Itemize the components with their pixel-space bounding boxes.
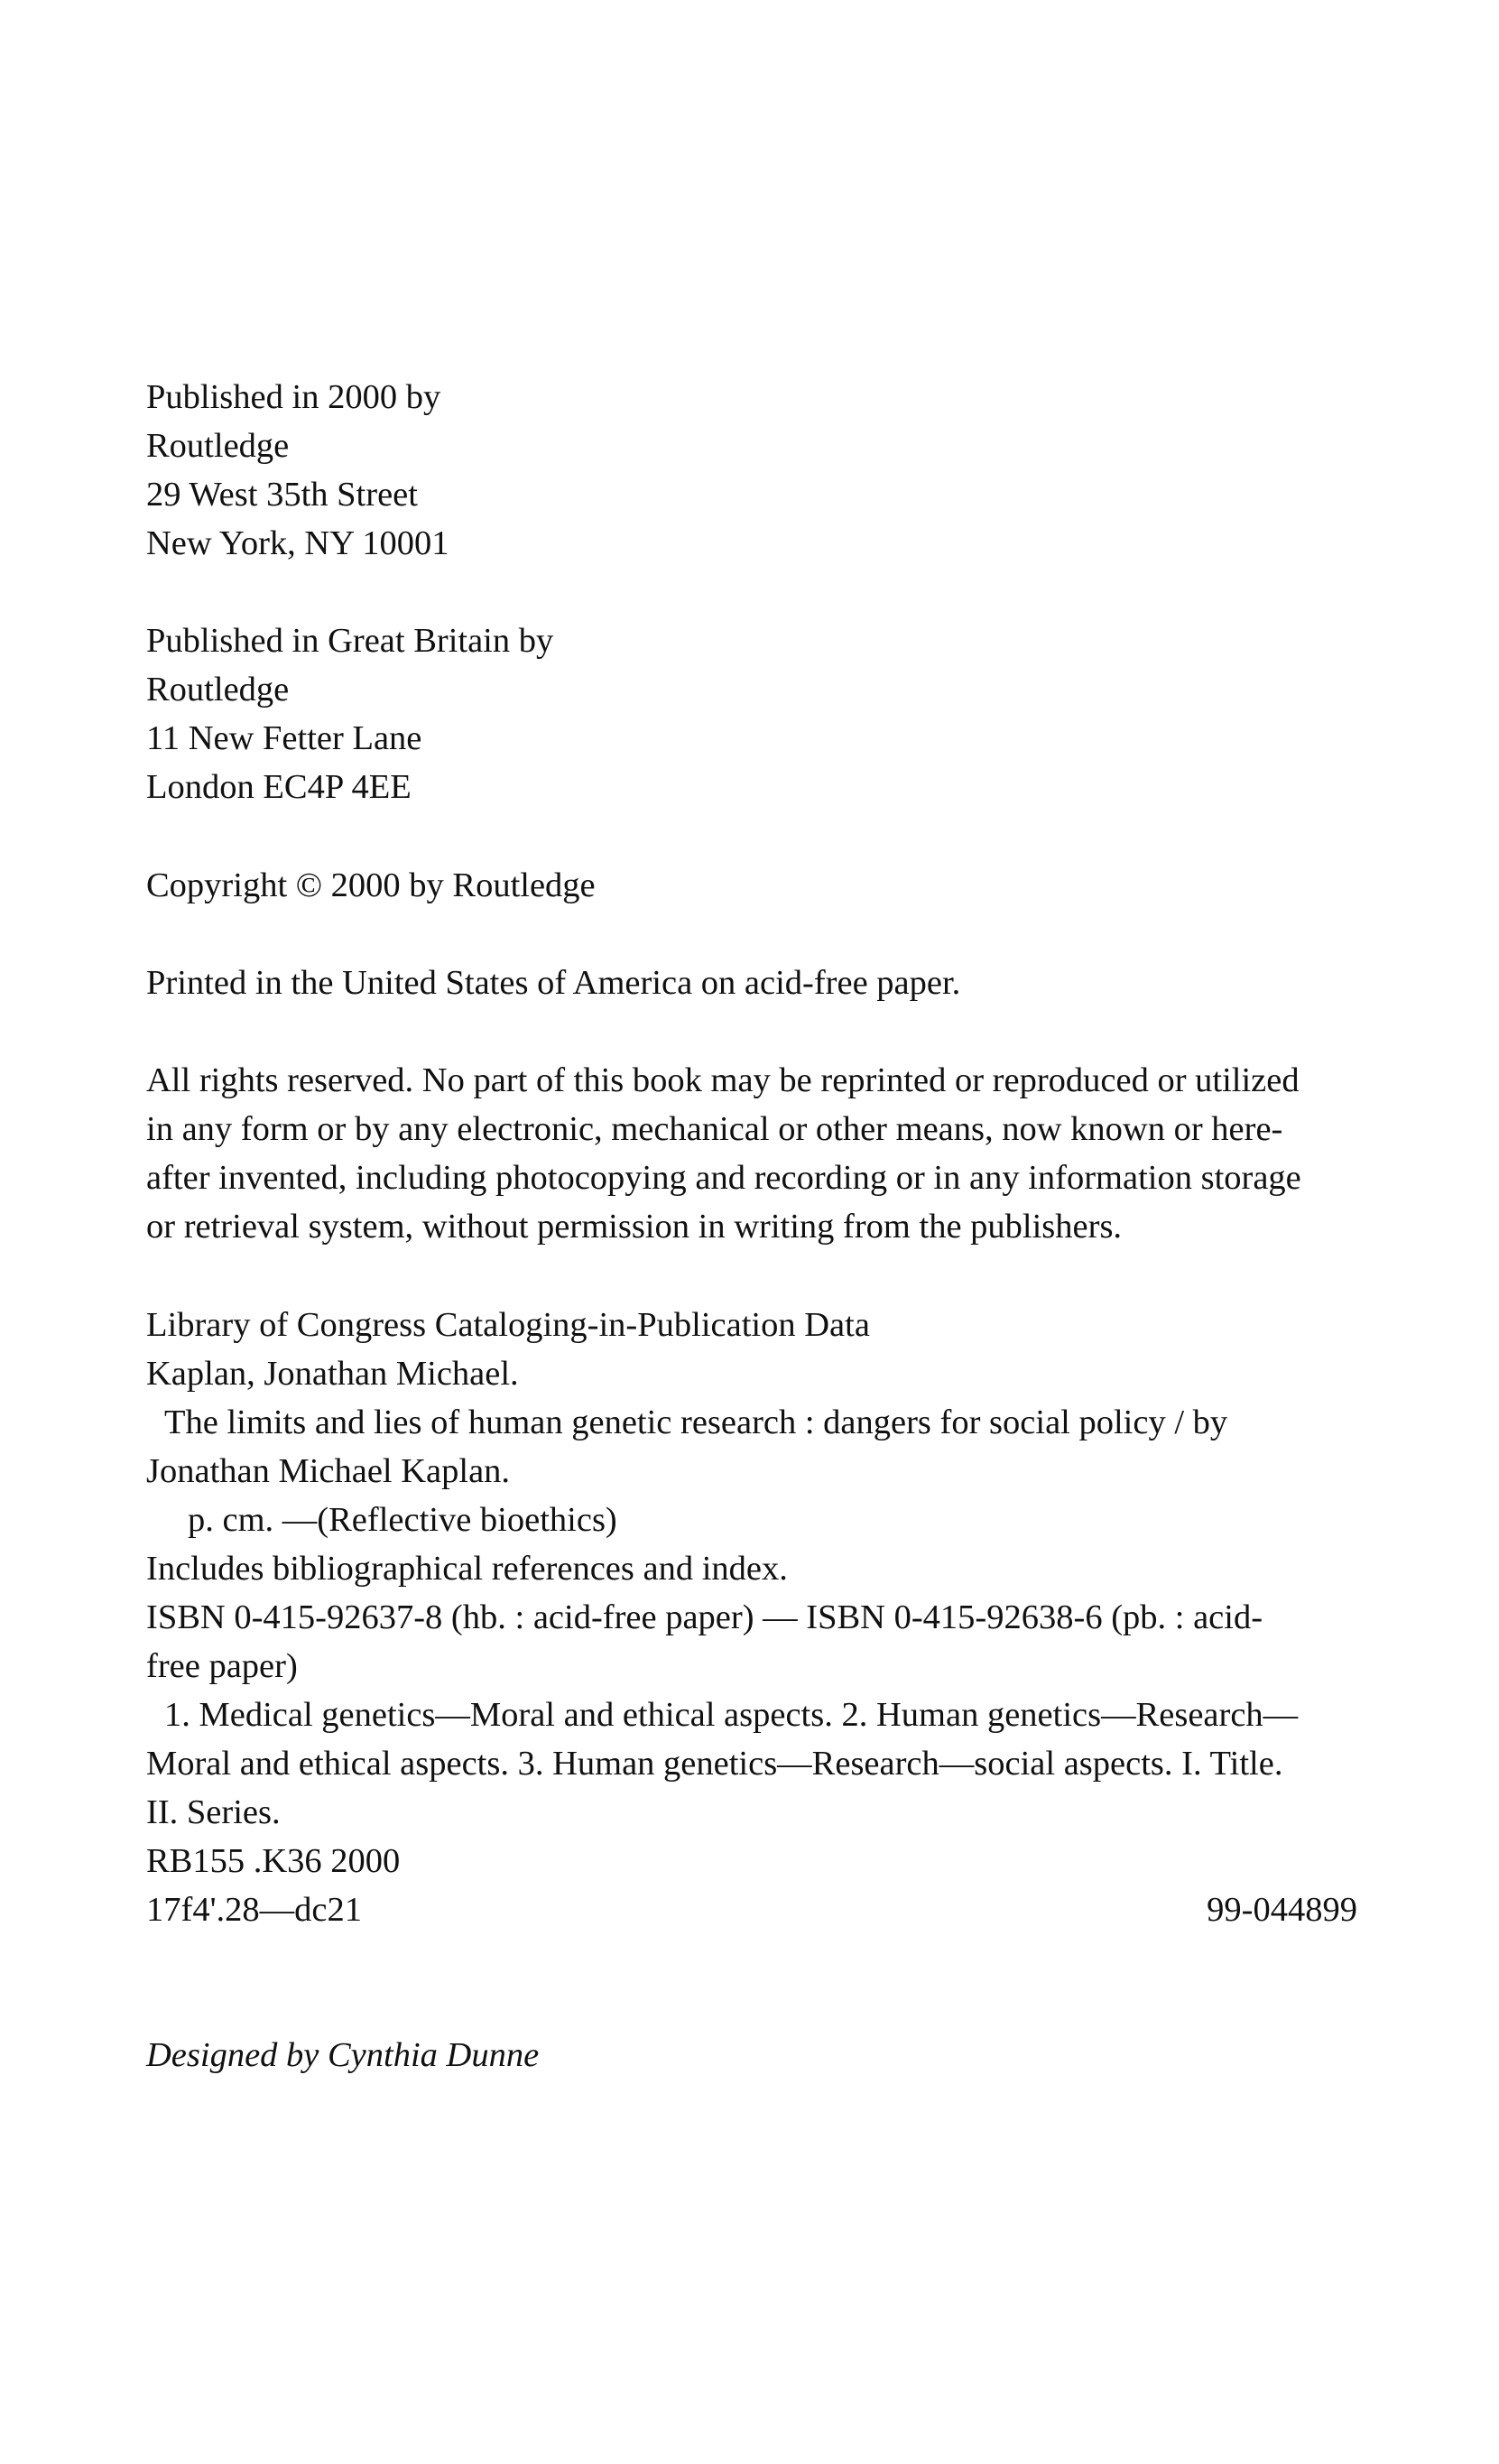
cip-author: Kaplan, Jonathan Michael.	[146, 1355, 519, 1393]
rights-line-2: in any form or by any electronic, mechanical or other means, now known or here-	[146, 1110, 1283, 1148]
cip-heading: Library of Congress Cataloging-in-Publication Data	[146, 1306, 870, 1344]
publisher-us-line-4: New York, NY 10001	[146, 524, 449, 562]
publisher-us-line-3: 29 West 35th Street	[146, 476, 418, 514]
publisher-uk-line-2: Routledge	[146, 671, 290, 709]
publisher-uk-line-4: London EC4P 4EE	[146, 768, 412, 806]
publisher-us-line-1: Published in 2000 by	[146, 378, 441, 416]
printed-notice: Printed in the United States of America on acid-free paper.	[146, 964, 961, 1002]
cip-lccn: 99-044899	[1207, 1891, 1357, 1929]
cip-dewey: 17f4'.28—dc21	[146, 1891, 362, 1929]
cip-notes: Includes bibliographical references and index.	[146, 1550, 788, 1588]
cip-isbn-line-1: ISBN 0-415-92637-8 (hb. : acid-free paper) — ISBN 0-415-92638-6 (pb. : acid-	[146, 1598, 1263, 1636]
rights-line-4: or retrieval system, without permission in writing from the publishers.	[146, 1208, 1123, 1246]
cip-title-line-1: The limits and lies of human genetic research : dangers for social policy / by	[164, 1403, 1228, 1441]
cip-physical: p. cm. —(Reflective bioethics)	[188, 1501, 617, 1539]
cip-isbn-line-2: free paper)	[146, 1647, 298, 1685]
copyright-notice: Copyright © 2000 by Routledge	[146, 866, 596, 904]
publisher-uk-line-3: 11 New Fetter Lane	[146, 719, 422, 757]
cip-lc-class: RB155 .K36 2000	[146, 1842, 401, 1880]
rights-line-1: All rights reserved. No part of this book may be reprinted or reproduced or utilized	[146, 1061, 1300, 1099]
cip-subjects-line-2: Moral and ethical aspects. 3. Human genetics—Research—social aspects. I. Title.	[146, 1745, 1283, 1783]
rights-line-3: after invented, including photocopying and recording or in any information storage	[146, 1159, 1301, 1197]
designer-credit: Designed by Cynthia Dunne	[146, 2036, 540, 2074]
cip-subjects-line-3: II. Series.	[146, 1793, 281, 1831]
cip-title-line-2: Jonathan Michael Kaplan.	[146, 1452, 511, 1490]
cip-subjects-line-1: 1. Medical genetics—Moral and ethical aspects. 2. Human genetics—Research—	[164, 1696, 1299, 1734]
publisher-uk-line-1: Published in Great Britain by	[146, 622, 554, 660]
publisher-us-line-2: Routledge	[146, 427, 290, 465]
